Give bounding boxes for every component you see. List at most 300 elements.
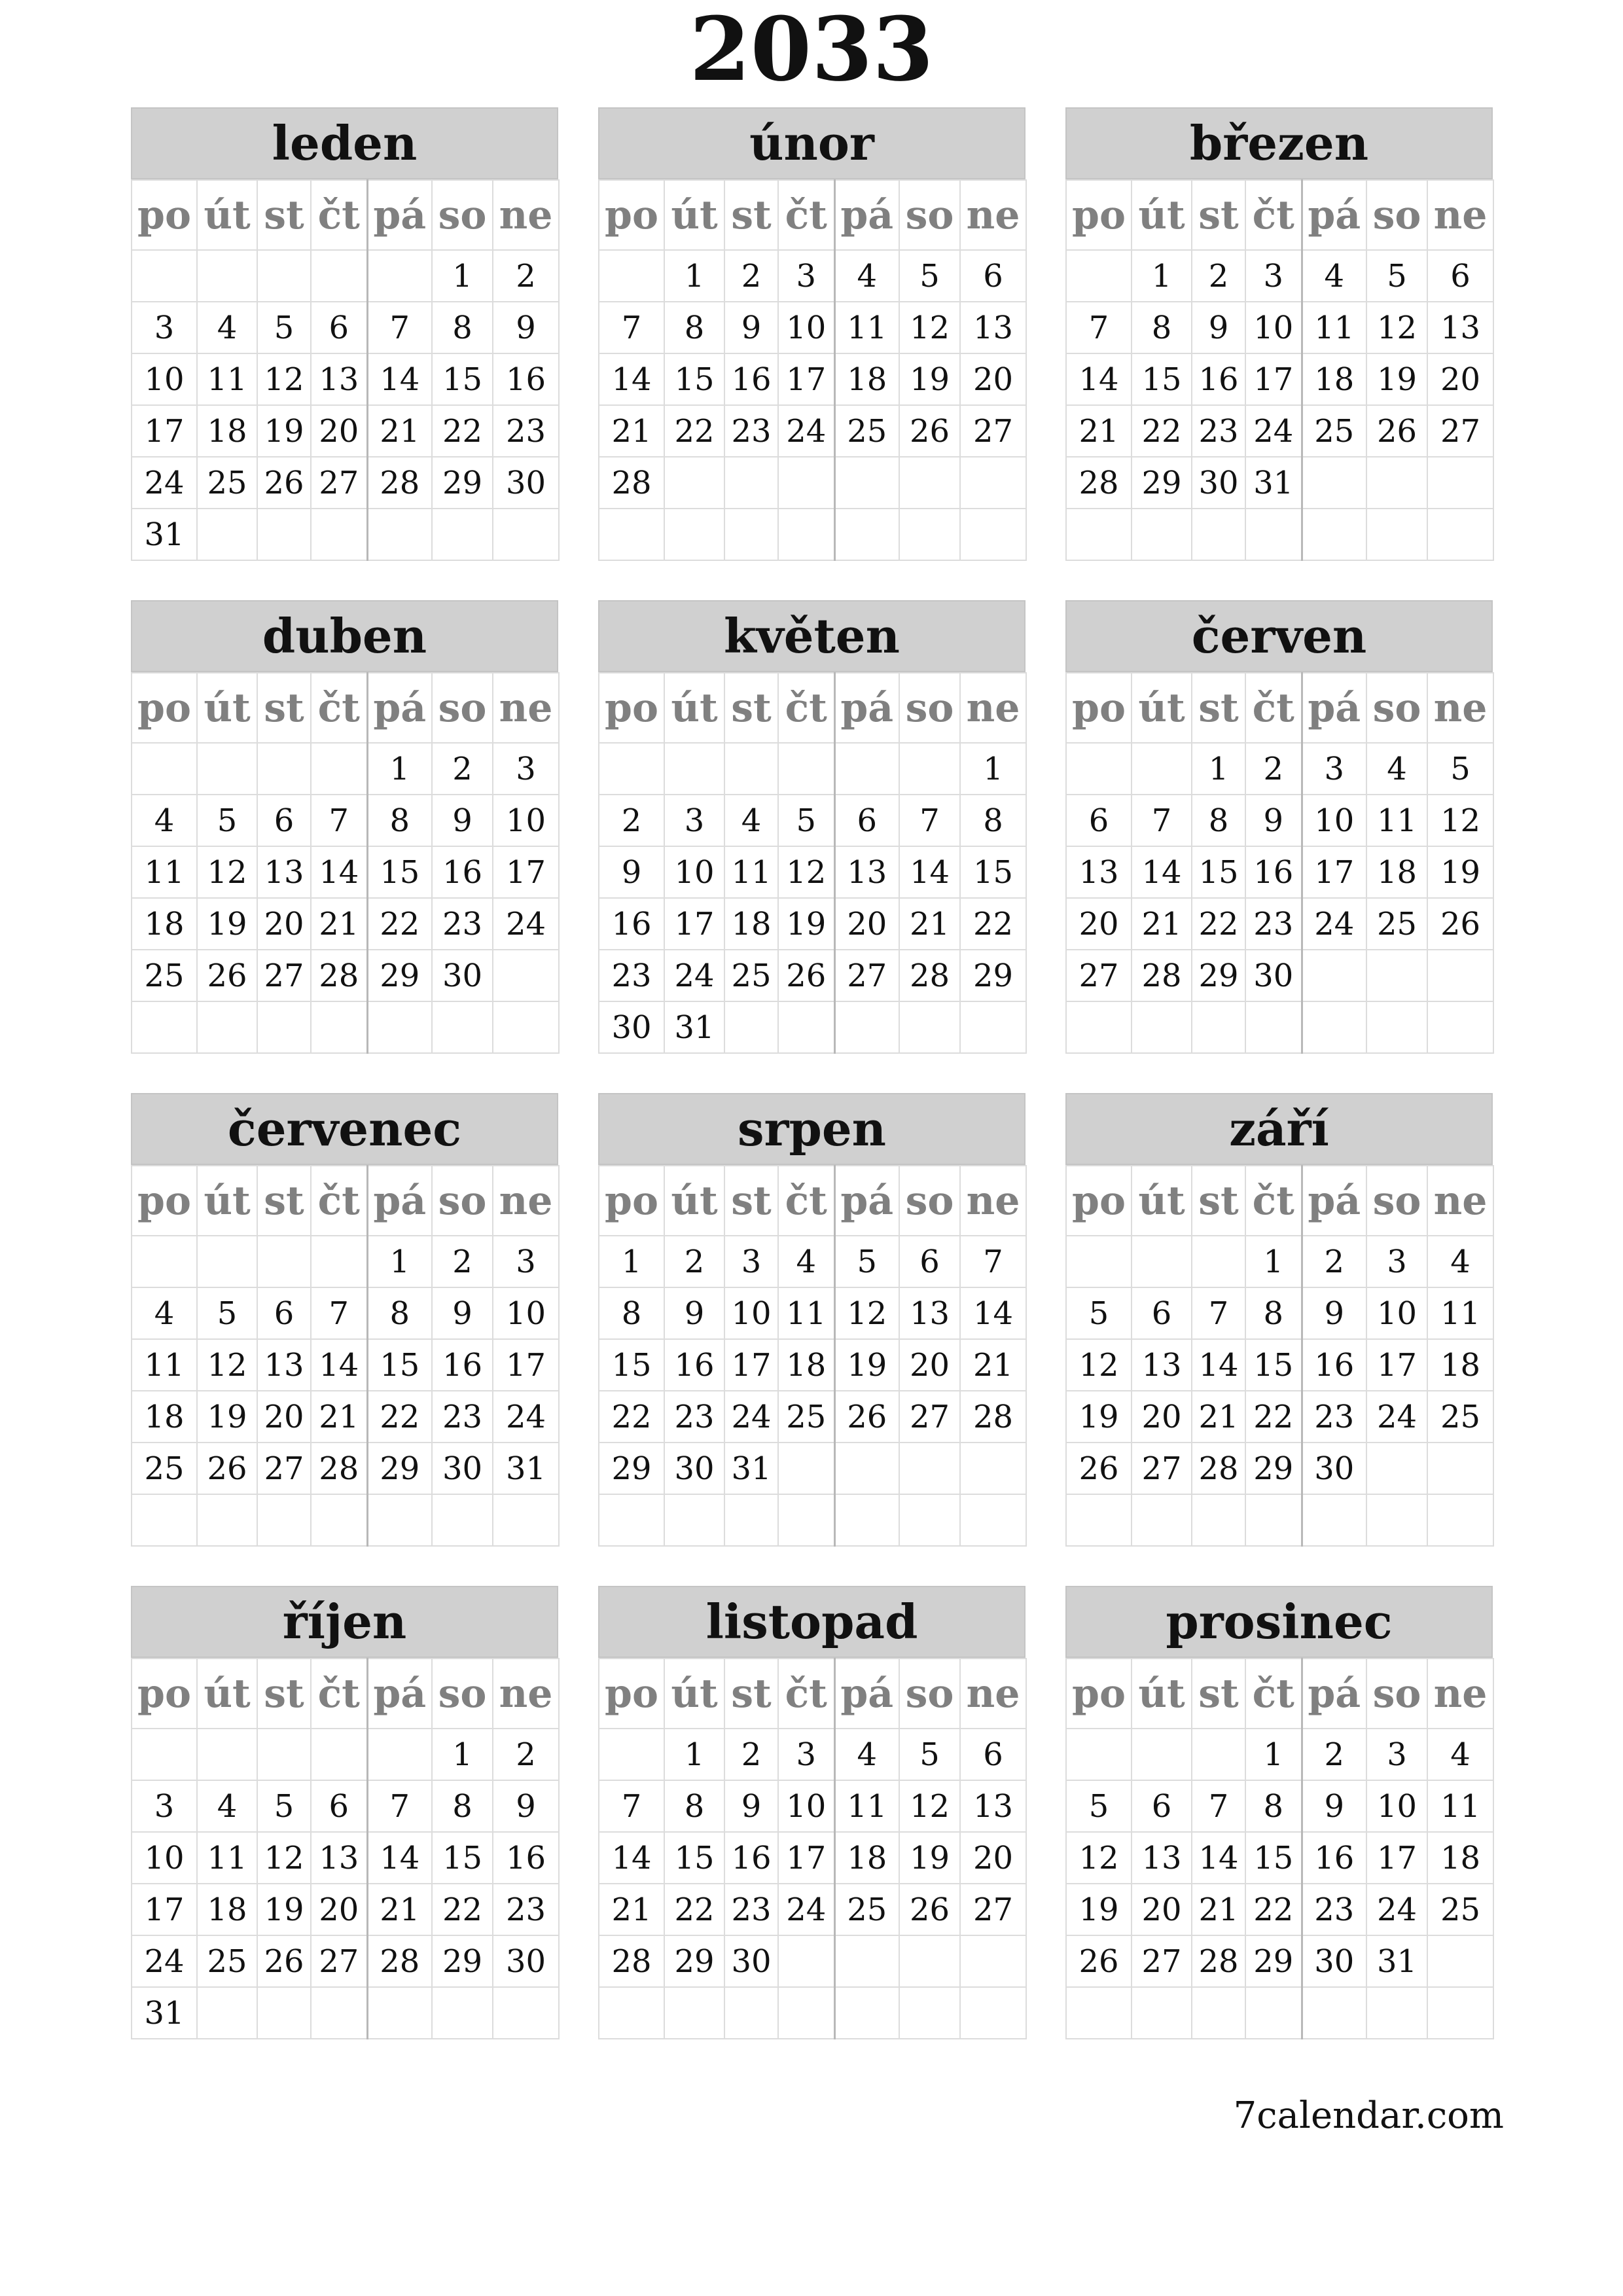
weekday-header: út [664, 1166, 724, 1236]
day-cell [834, 1987, 899, 2039]
day-cell: 22 [367, 1391, 432, 1443]
day-cell [1132, 509, 1192, 560]
weekday-header: st [257, 1659, 311, 1729]
week-row [132, 743, 559, 795]
day-cell: 15 [1192, 846, 1245, 898]
day-cell: 4 [132, 1287, 197, 1339]
day-cell [724, 1001, 778, 1053]
weekday-header: ne [1427, 673, 1493, 743]
day-cell [899, 1935, 960, 1987]
week-row [132, 1729, 559, 1780]
month-days-table [1065, 1658, 1494, 2039]
weekday-header: po [1066, 1166, 1132, 1236]
month-days-table [598, 1658, 1027, 2039]
day-cell: 8 [664, 1780, 724, 1832]
day-cell: 15 [367, 1339, 432, 1391]
day-cell: 2 [1302, 1729, 1366, 1780]
day-cell [1245, 1987, 1302, 2039]
day-cell: 7 [367, 1780, 432, 1832]
day-cell [493, 509, 559, 560]
day-cell: 12 [899, 302, 960, 353]
day-cell: 18 [1427, 1832, 1493, 1884]
day-cell: 11 [1302, 302, 1366, 353]
day-cell: 4 [1427, 1236, 1493, 1287]
day-cell: 2 [1245, 743, 1302, 795]
day-cell [724, 1494, 778, 1546]
week-row [132, 353, 559, 405]
day-cell: 13 [834, 846, 899, 898]
day-cell: 28 [311, 950, 367, 1001]
day-cell [899, 1443, 960, 1494]
day-cell: 17 [724, 1339, 778, 1391]
day-cell [1366, 457, 1427, 509]
day-cell: 24 [664, 950, 724, 1001]
day-cell: 16 [432, 846, 493, 898]
month-name: únor [598, 107, 1026, 179]
week-row [132, 1832, 559, 1884]
day-cell: 1 [1192, 743, 1245, 795]
day-cell [724, 1987, 778, 2039]
day-cell [899, 743, 960, 795]
day-cell: 20 [311, 1884, 367, 1935]
day-cell: 11 [834, 1780, 899, 1832]
day-cell: 4 [724, 795, 778, 846]
day-cell: 27 [899, 1391, 960, 1443]
day-cell: 31 [664, 1001, 724, 1053]
day-cell [1192, 1236, 1245, 1287]
day-cell: 5 [257, 302, 311, 353]
day-cell: 2 [493, 1729, 559, 1780]
day-cell: 1 [367, 1236, 432, 1287]
day-cell: 13 [960, 302, 1026, 353]
day-cell: 21 [367, 405, 432, 457]
day-cell: 24 [1302, 898, 1366, 950]
day-cell: 15 [1245, 1832, 1302, 1884]
day-cell: 20 [1427, 353, 1493, 405]
day-cell [132, 1494, 197, 1546]
day-cell: 8 [367, 1287, 432, 1339]
day-cell: 30 [664, 1443, 724, 1494]
weekday-header: út [664, 180, 724, 250]
day-cell: 7 [311, 795, 367, 846]
week-row [599, 1287, 1026, 1339]
month-name: prosinec [1065, 1586, 1493, 1658]
month-prosinec [1065, 1586, 1493, 2039]
day-cell: 29 [960, 950, 1026, 1001]
weekday-header: po [132, 1166, 197, 1236]
weekday-header: so [899, 1659, 960, 1729]
day-cell: 9 [724, 1780, 778, 1832]
day-cell: 18 [834, 353, 899, 405]
day-cell [599, 509, 664, 560]
month-days-table [131, 179, 560, 561]
weekday-header: st [724, 1166, 778, 1236]
day-cell: 12 [899, 1780, 960, 1832]
week-row [599, 795, 1026, 846]
day-cell: 4 [132, 795, 197, 846]
day-cell: 22 [664, 405, 724, 457]
day-cell: 7 [1132, 795, 1192, 846]
day-cell: 11 [132, 846, 197, 898]
day-cell: 4 [778, 1236, 834, 1287]
day-cell [960, 457, 1026, 509]
day-cell: 23 [432, 1391, 493, 1443]
weekday-header: ne [493, 1166, 559, 1236]
month-name: listopad [598, 1586, 1026, 1658]
month-listopad [598, 1586, 1026, 2039]
day-cell [724, 509, 778, 560]
day-cell [311, 1494, 367, 1546]
day-cell: 17 [778, 1832, 834, 1884]
day-cell [257, 1001, 311, 1053]
day-cell [493, 1987, 559, 2039]
day-cell: 7 [599, 302, 664, 353]
day-cell: 31 [132, 1987, 197, 2039]
day-cell [1132, 1001, 1192, 1053]
weekday-header: po [1066, 180, 1132, 250]
day-cell: 3 [1366, 1236, 1427, 1287]
day-cell: 2 [432, 1236, 493, 1287]
day-cell: 13 [1066, 846, 1132, 898]
weekday-header: po [132, 673, 197, 743]
day-cell: 23 [493, 1884, 559, 1935]
day-cell: 17 [493, 846, 559, 898]
day-cell: 2 [1302, 1236, 1366, 1287]
day-cell: 31 [493, 1443, 559, 1494]
day-cell: 15 [960, 846, 1026, 898]
site-credit: 7calendar.com [1233, 2094, 1504, 2137]
day-cell: 3 [132, 1780, 197, 1832]
day-cell: 26 [899, 1884, 960, 1935]
day-cell: 24 [778, 405, 834, 457]
weekday-header: pá [367, 1166, 432, 1236]
day-cell [197, 1236, 257, 1287]
day-cell: 6 [257, 795, 311, 846]
day-cell: 22 [1245, 1884, 1302, 1935]
weekday-header: st [1192, 1166, 1245, 1236]
weekday-header: čt [311, 180, 367, 250]
day-cell: 17 [1366, 1339, 1427, 1391]
day-cell: 8 [1132, 302, 1192, 353]
weekday-header: pá [834, 1166, 899, 1236]
day-cell: 30 [724, 1935, 778, 1987]
day-cell [1132, 1729, 1192, 1780]
day-cell: 23 [724, 1884, 778, 1935]
day-cell: 8 [367, 795, 432, 846]
weekday-header: so [432, 1166, 493, 1236]
month-září [1065, 1093, 1493, 1547]
weekday-header: so [899, 673, 960, 743]
day-cell [960, 1001, 1026, 1053]
week-row [599, 1832, 1026, 1884]
day-cell: 16 [493, 1832, 559, 1884]
day-cell: 13 [1427, 302, 1493, 353]
day-cell: 13 [899, 1287, 960, 1339]
day-cell [599, 743, 664, 795]
day-cell: 22 [432, 405, 493, 457]
month-days-table [131, 1658, 560, 2039]
day-cell: 2 [432, 743, 493, 795]
day-cell: 5 [197, 1287, 257, 1339]
day-cell: 8 [599, 1287, 664, 1339]
week-row [1066, 1884, 1493, 1935]
weekday-header: čt [311, 1166, 367, 1236]
weekday-header: čt [311, 1659, 367, 1729]
week-row [599, 353, 1026, 405]
weekday-header: st [1192, 180, 1245, 250]
day-cell: 25 [1302, 405, 1366, 457]
day-cell: 14 [960, 1287, 1026, 1339]
day-cell: 10 [132, 353, 197, 405]
day-cell: 1 [1245, 1236, 1302, 1287]
day-cell [1192, 509, 1245, 560]
month-name: červenec [131, 1093, 558, 1165]
day-cell: 9 [599, 846, 664, 898]
day-cell: 9 [493, 1780, 559, 1832]
day-cell [132, 1001, 197, 1053]
weekday-header: ne [493, 673, 559, 743]
day-cell [1066, 250, 1132, 302]
weekday-header: ne [493, 1659, 559, 1729]
day-cell: 26 [1066, 1443, 1132, 1494]
day-cell: 15 [599, 1339, 664, 1391]
month-days-table [131, 1165, 560, 1547]
day-cell [197, 1729, 257, 1780]
day-cell: 12 [778, 846, 834, 898]
day-cell [1427, 1494, 1493, 1546]
month-name: září [1065, 1093, 1493, 1165]
day-cell: 25 [1366, 898, 1427, 950]
day-cell [778, 509, 834, 560]
day-cell: 19 [197, 898, 257, 950]
week-row [1066, 846, 1493, 898]
day-cell: 27 [834, 950, 899, 1001]
week-row [599, 457, 1026, 509]
day-cell [493, 1001, 559, 1053]
week-row [1066, 950, 1493, 1001]
weekday-header: pá [367, 180, 432, 250]
day-cell: 26 [257, 457, 311, 509]
weekday-header: út [197, 180, 257, 250]
week-row [132, 898, 559, 950]
week-row [132, 509, 559, 560]
day-cell: 6 [1427, 250, 1493, 302]
day-cell [834, 1001, 899, 1053]
day-cell: 15 [432, 1832, 493, 1884]
weekday-header: út [664, 673, 724, 743]
month-days-table [598, 1165, 1027, 1547]
weekday-header: ne [960, 1166, 1026, 1236]
weekday-header: po [599, 673, 664, 743]
day-cell [311, 743, 367, 795]
day-cell: 19 [899, 353, 960, 405]
weekday-header: čt [1245, 1659, 1302, 1729]
day-cell [311, 1001, 367, 1053]
day-cell: 11 [1366, 795, 1427, 846]
day-cell [1366, 1494, 1427, 1546]
day-cell: 14 [311, 1339, 367, 1391]
week-row [1066, 795, 1493, 846]
day-cell [257, 1494, 311, 1546]
day-cell: 8 [432, 1780, 493, 1832]
weekday-header: ne [1427, 180, 1493, 250]
day-cell: 10 [1302, 795, 1366, 846]
day-cell [132, 250, 197, 302]
day-cell: 14 [599, 1832, 664, 1884]
day-cell: 18 [834, 1832, 899, 1884]
week-row [1066, 1832, 1493, 1884]
day-cell: 14 [367, 353, 432, 405]
day-cell: 11 [834, 302, 899, 353]
day-cell: 21 [1192, 1884, 1245, 1935]
day-cell: 21 [899, 898, 960, 950]
day-cell: 1 [1132, 250, 1192, 302]
day-cell: 26 [1066, 1935, 1132, 1987]
day-cell [197, 1001, 257, 1053]
day-cell: 7 [1066, 302, 1132, 353]
week-row [599, 1884, 1026, 1935]
day-cell: 2 [1192, 250, 1245, 302]
day-cell: 6 [1132, 1287, 1192, 1339]
day-cell: 25 [834, 405, 899, 457]
day-cell: 14 [1192, 1339, 1245, 1391]
day-cell: 22 [432, 1884, 493, 1935]
day-cell: 5 [197, 795, 257, 846]
day-cell: 28 [1066, 457, 1132, 509]
day-cell [899, 509, 960, 560]
day-cell: 29 [1245, 1443, 1302, 1494]
day-cell: 10 [1366, 1780, 1427, 1832]
month-červenec [131, 1093, 558, 1547]
day-cell: 6 [834, 795, 899, 846]
day-cell: 31 [1245, 457, 1302, 509]
day-cell [664, 509, 724, 560]
day-cell: 5 [899, 250, 960, 302]
day-cell [1366, 1001, 1427, 1053]
day-cell [1245, 509, 1302, 560]
week-row [132, 1287, 559, 1339]
day-cell: 17 [1302, 846, 1366, 898]
week-row [1066, 898, 1493, 950]
day-cell: 24 [1366, 1884, 1427, 1935]
day-cell: 23 [724, 405, 778, 457]
day-cell: 10 [778, 1780, 834, 1832]
day-cell: 2 [599, 795, 664, 846]
day-cell: 22 [1132, 405, 1192, 457]
month-days-table [131, 672, 560, 1054]
day-cell: 10 [724, 1287, 778, 1339]
day-cell: 22 [1245, 1391, 1302, 1443]
month-days-table [1065, 1165, 1494, 1547]
weekday-header: út [1132, 180, 1192, 250]
day-cell [197, 743, 257, 795]
day-cell: 5 [778, 795, 834, 846]
month-srpen [598, 1093, 1026, 1547]
weekday-header: čt [778, 673, 834, 743]
week-row [132, 1001, 559, 1053]
weekday-header: čt [1245, 1166, 1302, 1236]
day-cell: 3 [493, 1236, 559, 1287]
day-cell: 7 [311, 1287, 367, 1339]
week-row [132, 846, 559, 898]
day-cell: 8 [1245, 1780, 1302, 1832]
day-cell [1132, 1494, 1192, 1546]
day-cell: 6 [1066, 795, 1132, 846]
day-cell [1066, 1729, 1132, 1780]
weekday-header: út [197, 1166, 257, 1236]
day-cell: 21 [599, 405, 664, 457]
day-cell [367, 1729, 432, 1780]
day-cell: 28 [599, 1935, 664, 1987]
day-cell [1302, 457, 1366, 509]
week-row [599, 898, 1026, 950]
day-cell: 5 [1066, 1780, 1132, 1832]
weekday-header: ne [960, 1659, 1026, 1729]
day-cell: 11 [778, 1287, 834, 1339]
day-cell [197, 250, 257, 302]
week-row [132, 1884, 559, 1935]
day-cell: 12 [1427, 795, 1493, 846]
day-cell [664, 743, 724, 795]
day-cell [899, 457, 960, 509]
day-cell: 30 [432, 950, 493, 1001]
weekday-header: út [197, 1659, 257, 1729]
day-cell: 21 [311, 898, 367, 950]
day-cell: 27 [1132, 1935, 1192, 1987]
weekday-header: út [1132, 1166, 1192, 1236]
day-cell: 17 [1366, 1832, 1427, 1884]
day-cell [432, 509, 493, 560]
day-cell: 24 [724, 1391, 778, 1443]
day-cell: 8 [1245, 1287, 1302, 1339]
week-row [132, 950, 559, 1001]
month-říjen [131, 1586, 558, 2039]
weekday-header: ne [960, 180, 1026, 250]
day-cell [778, 1443, 834, 1494]
week-row [1066, 1935, 1493, 1987]
day-cell: 18 [1302, 353, 1366, 405]
day-cell: 15 [432, 353, 493, 405]
day-cell: 26 [1427, 898, 1493, 950]
day-cell [1192, 1001, 1245, 1053]
day-cell: 27 [1427, 405, 1493, 457]
day-cell [1427, 1001, 1493, 1053]
day-cell: 20 [960, 1832, 1026, 1884]
day-cell [257, 1729, 311, 1780]
weekday-header: st [257, 1166, 311, 1236]
weekday-header: st [1192, 1659, 1245, 1729]
day-cell: 31 [1366, 1935, 1427, 1987]
day-cell [1192, 1494, 1245, 1546]
day-cell [311, 1987, 367, 2039]
day-cell [1192, 1729, 1245, 1780]
day-cell: 20 [899, 1339, 960, 1391]
weekday-header: so [1366, 673, 1427, 743]
day-cell: 12 [257, 1832, 311, 1884]
day-cell: 14 [1192, 1832, 1245, 1884]
day-cell: 14 [599, 353, 664, 405]
day-cell: 26 [197, 950, 257, 1001]
day-cell: 5 [1366, 250, 1427, 302]
day-cell: 23 [1302, 1884, 1366, 1935]
day-cell: 9 [432, 795, 493, 846]
day-cell: 31 [132, 509, 197, 560]
day-cell: 12 [257, 353, 311, 405]
day-cell: 27 [257, 950, 311, 1001]
day-cell [311, 250, 367, 302]
day-cell [960, 1935, 1026, 1987]
day-cell: 28 [1192, 1443, 1245, 1494]
